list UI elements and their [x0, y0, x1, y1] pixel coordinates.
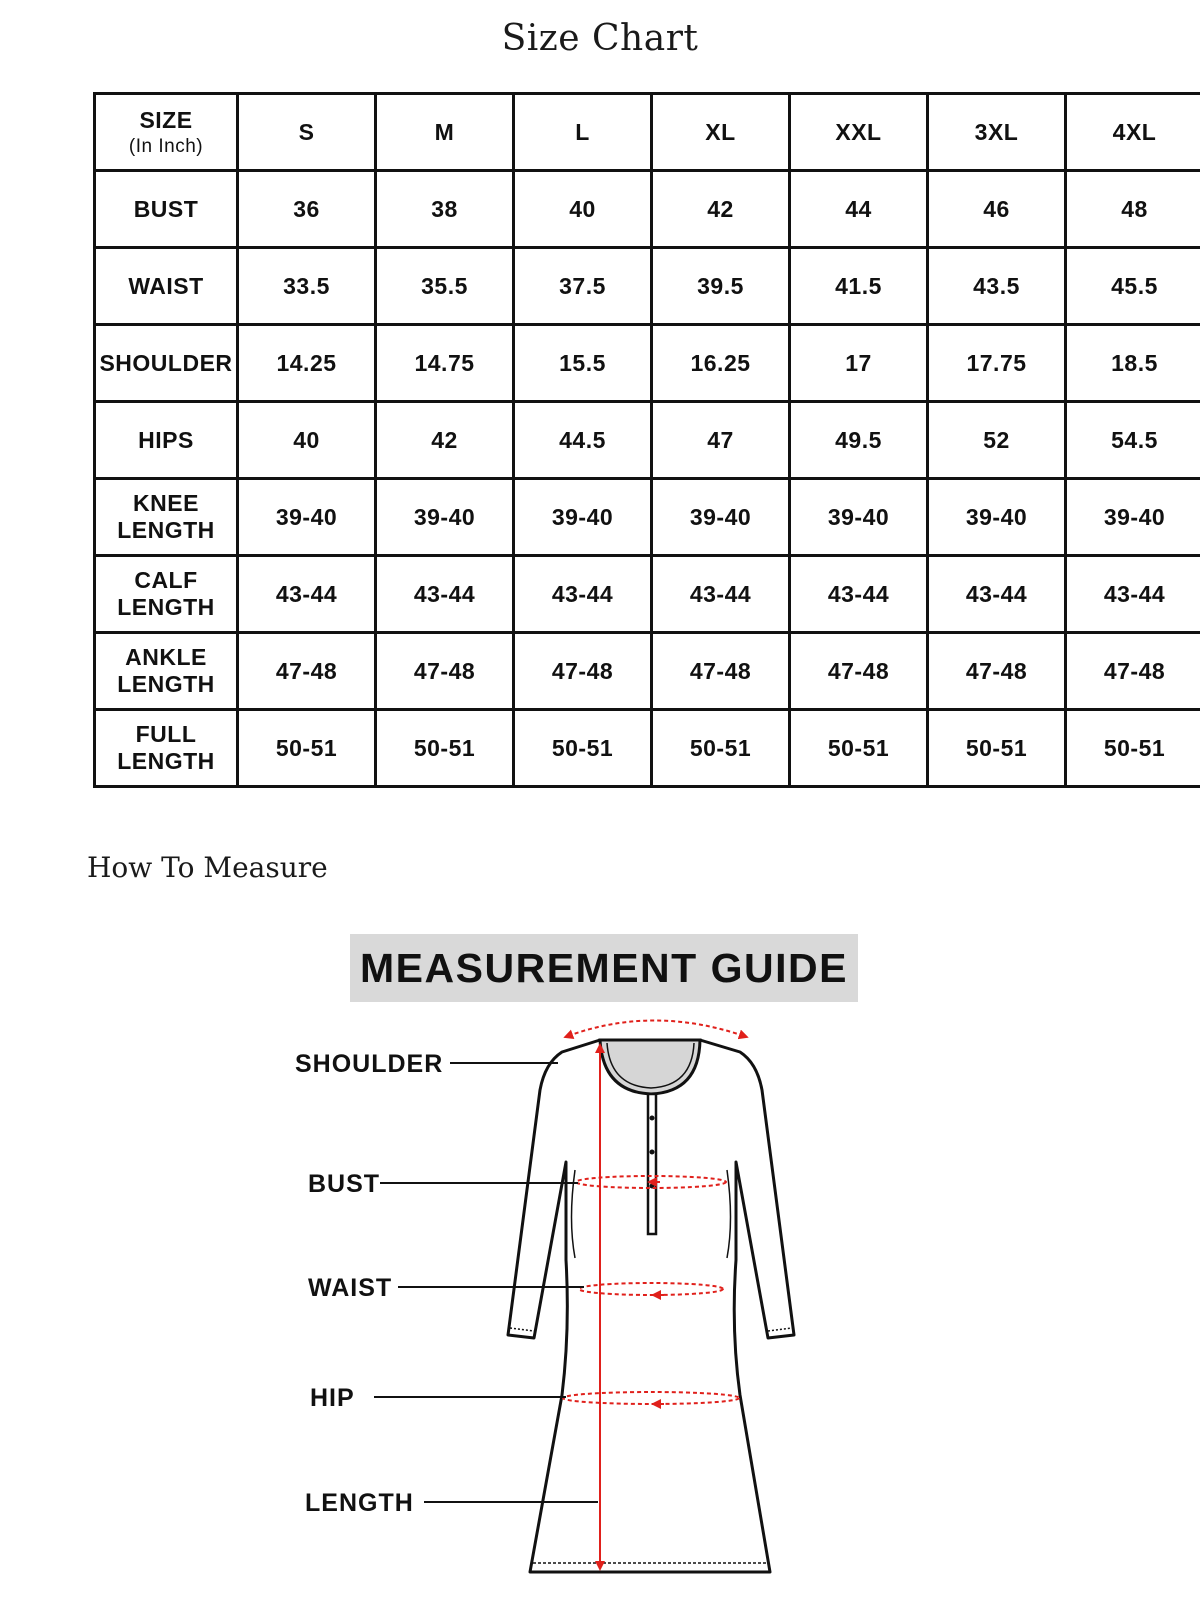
table-cell: 43-44 [238, 556, 376, 633]
table-row [95, 479, 1200, 556]
table-row [95, 171, 1200, 248]
length-label: LENGTH [305, 1489, 414, 1517]
row-label: HIPS [95, 402, 238, 479]
row-label: FULL LENGTH [95, 710, 238, 787]
measurement-guide-banner: MEASUREMENT GUIDE [350, 934, 858, 1002]
shoulder-label: SHOULDER [295, 1050, 444, 1078]
table-cell: 50-51 [1066, 710, 1200, 787]
size-header-unit: (In Inch) [128, 135, 204, 157]
size-column-header: 4XL [1066, 94, 1200, 171]
table-cell: 15.5 [514, 325, 652, 402]
table-cell: 50-51 [376, 710, 514, 787]
table-row [95, 556, 1200, 633]
table-cell: 50-51 [238, 710, 376, 787]
table-cell: 39.5 [652, 248, 790, 325]
size-column-header: XL [652, 94, 790, 171]
dress-measurement-diagram [0, 1000, 1200, 1600]
table-cell: 36 [238, 171, 376, 248]
bust-label: BUST [308, 1170, 381, 1198]
table-row [95, 402, 1200, 479]
size-column-header: M [376, 94, 514, 171]
page-title: Size Chart [501, 18, 699, 59]
row-label: CALF LENGTH [95, 556, 238, 633]
table-cell: 46 [928, 171, 1066, 248]
table-cell: 17.75 [928, 325, 1066, 402]
table-cell: 37.5 [514, 248, 652, 325]
table-cell: 39-40 [790, 479, 928, 556]
table-cell: 16.25 [652, 325, 790, 402]
table-cell: 50-51 [790, 710, 928, 787]
table-cell: 41.5 [790, 248, 928, 325]
row-label: ANKLE LENGTH [95, 633, 238, 710]
row-label: KNEE LENGTH [95, 479, 238, 556]
size-column-header: XXL [790, 94, 928, 171]
table-cell: 43-44 [376, 556, 514, 633]
size-column-header: S [238, 94, 376, 171]
row-label: BUST [95, 171, 238, 248]
size-column-header: L [514, 94, 652, 171]
table-cell: 47-48 [376, 633, 514, 710]
table-cell: 14.75 [376, 325, 514, 402]
table-cell: 39-40 [376, 479, 514, 556]
table-cell: 54.5 [1066, 402, 1200, 479]
table-cell: 47-48 [790, 633, 928, 710]
button [650, 1116, 655, 1121]
table-cell: 43-44 [790, 556, 928, 633]
size-header-label: SIZE [139, 106, 193, 133]
table-cell: 47-48 [928, 633, 1066, 710]
table-row [95, 325, 1200, 402]
size-header-cell [95, 94, 238, 171]
how-to-measure-heading: How To Measure [87, 851, 328, 884]
table-cell: 44 [790, 171, 928, 248]
table-row [95, 633, 1200, 710]
row-label: SHOULDER [95, 325, 238, 402]
waist-label: WAIST [308, 1274, 393, 1302]
size-column-header: 3XL [928, 94, 1066, 171]
table-cell: 49.5 [790, 402, 928, 479]
table-cell: 45.5 [1066, 248, 1200, 325]
table-cell: 47-48 [1066, 633, 1200, 710]
table-cell: 47-48 [238, 633, 376, 710]
table-cell: 50-51 [652, 710, 790, 787]
table-cell: 50-51 [928, 710, 1066, 787]
row-label: WAIST [95, 248, 238, 325]
table-cell: 52 [928, 402, 1066, 479]
table-row [95, 710, 1200, 787]
table-cell: 14.25 [238, 325, 376, 402]
table-cell: 39-40 [238, 479, 376, 556]
table-cell: 47 [652, 402, 790, 479]
table-cell: 33.5 [238, 248, 376, 325]
table-cell: 42 [376, 402, 514, 479]
table-cell: 39-40 [1066, 479, 1200, 556]
table-cell: 38 [376, 171, 514, 248]
table-cell: 48 [1066, 171, 1200, 248]
button [650, 1150, 655, 1155]
table-cell: 39-40 [514, 479, 652, 556]
table-cell: 39-40 [928, 479, 1066, 556]
table-cell: 40 [238, 402, 376, 479]
table-cell: 17 [790, 325, 928, 402]
table-cell: 43.5 [928, 248, 1066, 325]
size-chart-table [93, 92, 1200, 788]
shoulder-measure-line [568, 1021, 744, 1037]
table-cell: 44.5 [514, 402, 652, 479]
table-cell: 39-40 [652, 479, 790, 556]
table-cell: 50-51 [514, 710, 652, 787]
table-cell: 43-44 [652, 556, 790, 633]
button-placket [648, 1094, 656, 1234]
table-cell: 35.5 [376, 248, 514, 325]
table-cell: 42 [652, 171, 790, 248]
table-cell: 43-44 [514, 556, 652, 633]
table-cell: 18.5 [1066, 325, 1200, 402]
table-cell: 40 [514, 171, 652, 248]
table-header-row [95, 94, 1200, 171]
table-cell: 43-44 [1066, 556, 1200, 633]
table-cell: 47-48 [652, 633, 790, 710]
table-row [95, 248, 1200, 325]
table-cell: 43-44 [928, 556, 1066, 633]
hip-label: HIP [310, 1384, 355, 1412]
table-cell: 47-48 [514, 633, 652, 710]
